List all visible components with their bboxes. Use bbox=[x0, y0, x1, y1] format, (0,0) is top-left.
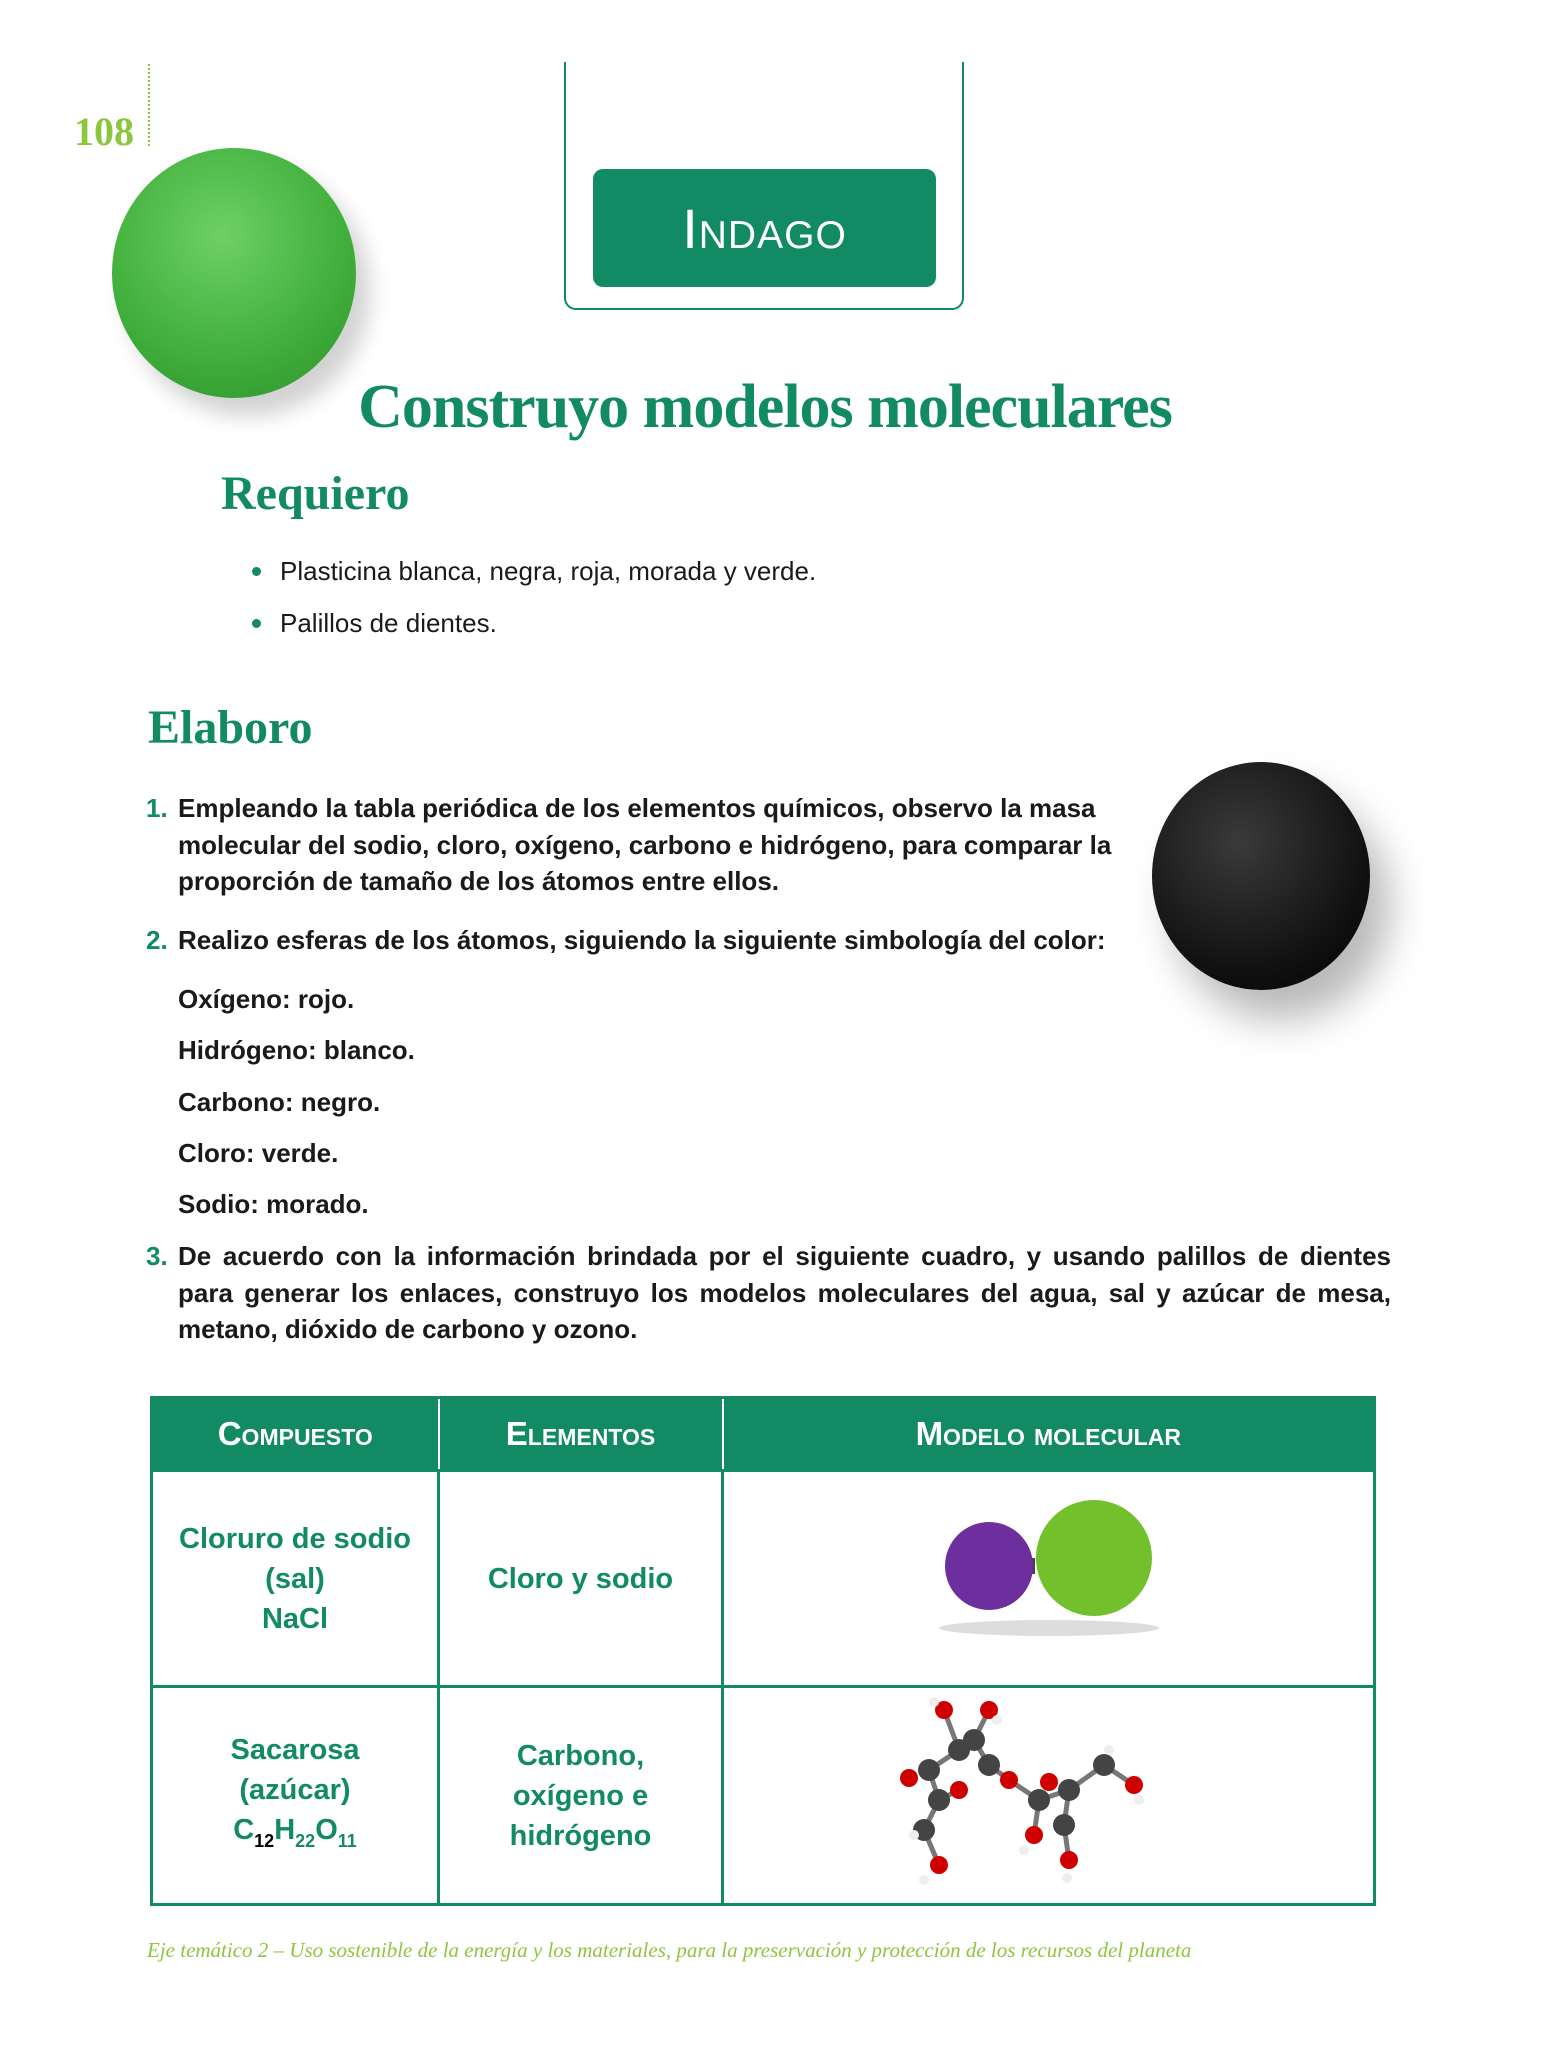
compound-cell bbox=[152, 1687, 439, 1905]
requiero-heading: Requiero bbox=[221, 467, 410, 520]
formula-c-count: 12 bbox=[254, 1831, 275, 1851]
color-carbon: Carbono: negro. bbox=[178, 1087, 381, 1117]
table-header bbox=[152, 1398, 1375, 1471]
step-text: De acuerdo con la información brindada por el siguiente cuadro, y usando palillos de dientes para generar los enlaces, construyo los modelos moleculares del agua, sal y azúcar de mesa, metano, dióxido de carbono y ozono. bbox=[178, 1241, 1391, 1344]
step-3 bbox=[146, 1238, 1391, 1348]
sucrose-model-image bbox=[723, 1687, 1375, 1905]
page-number: 108 bbox=[74, 109, 134, 154]
list-item: Plasticina blanca, negra, roja, morada y verde. bbox=[252, 556, 816, 608]
compound-formula bbox=[153, 1810, 437, 1861]
header-elementos: Elementos bbox=[439, 1398, 723, 1471]
compound-cell bbox=[152, 1471, 439, 1687]
step-text: Realizo esferas de los átomos, siguiendo la siguiente simbología del color: bbox=[178, 925, 1106, 955]
header-compuesto: Compuesto bbox=[152, 1398, 439, 1471]
list-item: Palillos de dientes. bbox=[252, 608, 816, 660]
header-modelo: Modelo molecular bbox=[723, 1398, 1375, 1471]
element-line: oxígeno e bbox=[512, 1779, 649, 1812]
step-number: 1. bbox=[146, 793, 168, 823]
page-divider bbox=[148, 64, 150, 146]
color-oxygen: Oxígeno: rojo. bbox=[178, 984, 355, 1014]
compound-name: Sacarosa bbox=[230, 1734, 360, 1766]
compound-name: Cloruro de sodio bbox=[179, 1522, 411, 1555]
color-sodium: Sodio: morado. bbox=[178, 1189, 369, 1219]
color-chlorine: Cloro: verde. bbox=[178, 1138, 339, 1168]
page-title: Construyo modelos moleculares bbox=[358, 373, 1172, 441]
elaboro-heading: Elaboro bbox=[148, 701, 313, 754]
formula-o: O bbox=[315, 1814, 338, 1846]
color-hydrogen: Hidrógeno: blanco. bbox=[178, 1035, 415, 1065]
formula-o-count: 11 bbox=[337, 1831, 357, 1851]
green-plasticine-image bbox=[112, 148, 356, 398]
step-1 bbox=[146, 790, 1146, 900]
table-row bbox=[152, 1471, 1375, 1687]
step-number: 3. bbox=[146, 1241, 168, 1271]
compound-common: (azúcar) bbox=[239, 1774, 351, 1806]
materials-list bbox=[252, 556, 816, 660]
elements-cell: Cloro y sodio bbox=[439, 1471, 723, 1687]
compound-common: (sal) bbox=[265, 1562, 325, 1595]
nacl-model-image bbox=[723, 1471, 1375, 1687]
elements-cell bbox=[439, 1687, 723, 1905]
compound-formula: NaCl bbox=[261, 1602, 329, 1635]
element-line: hidrógeno bbox=[509, 1819, 652, 1852]
formula-h: H bbox=[274, 1814, 296, 1846]
table-row bbox=[152, 1687, 1375, 1905]
section-label: Indago bbox=[593, 169, 936, 287]
compounds-table bbox=[150, 1396, 1376, 1906]
step-2 bbox=[146, 922, 1186, 959]
formula-c: C bbox=[233, 1814, 255, 1846]
step-number: 2. bbox=[146, 925, 168, 955]
footer-text: Eje temático 2 – Uso sostenible de la energía y los materiales, para la preservación y protección de los recursos del planeta bbox=[147, 1938, 1192, 1962]
element-line: Carbono, bbox=[516, 1739, 645, 1772]
formula-h-count: 22 bbox=[295, 1831, 316, 1851]
step-text: Empleando la tabla periódica de los elementos químicos, observo la masa molecular del sodio, cloro, oxígeno, carbono e hidrógeno, para comparar la proporción de tamaño de los átomos entre ellos. bbox=[178, 793, 1112, 896]
